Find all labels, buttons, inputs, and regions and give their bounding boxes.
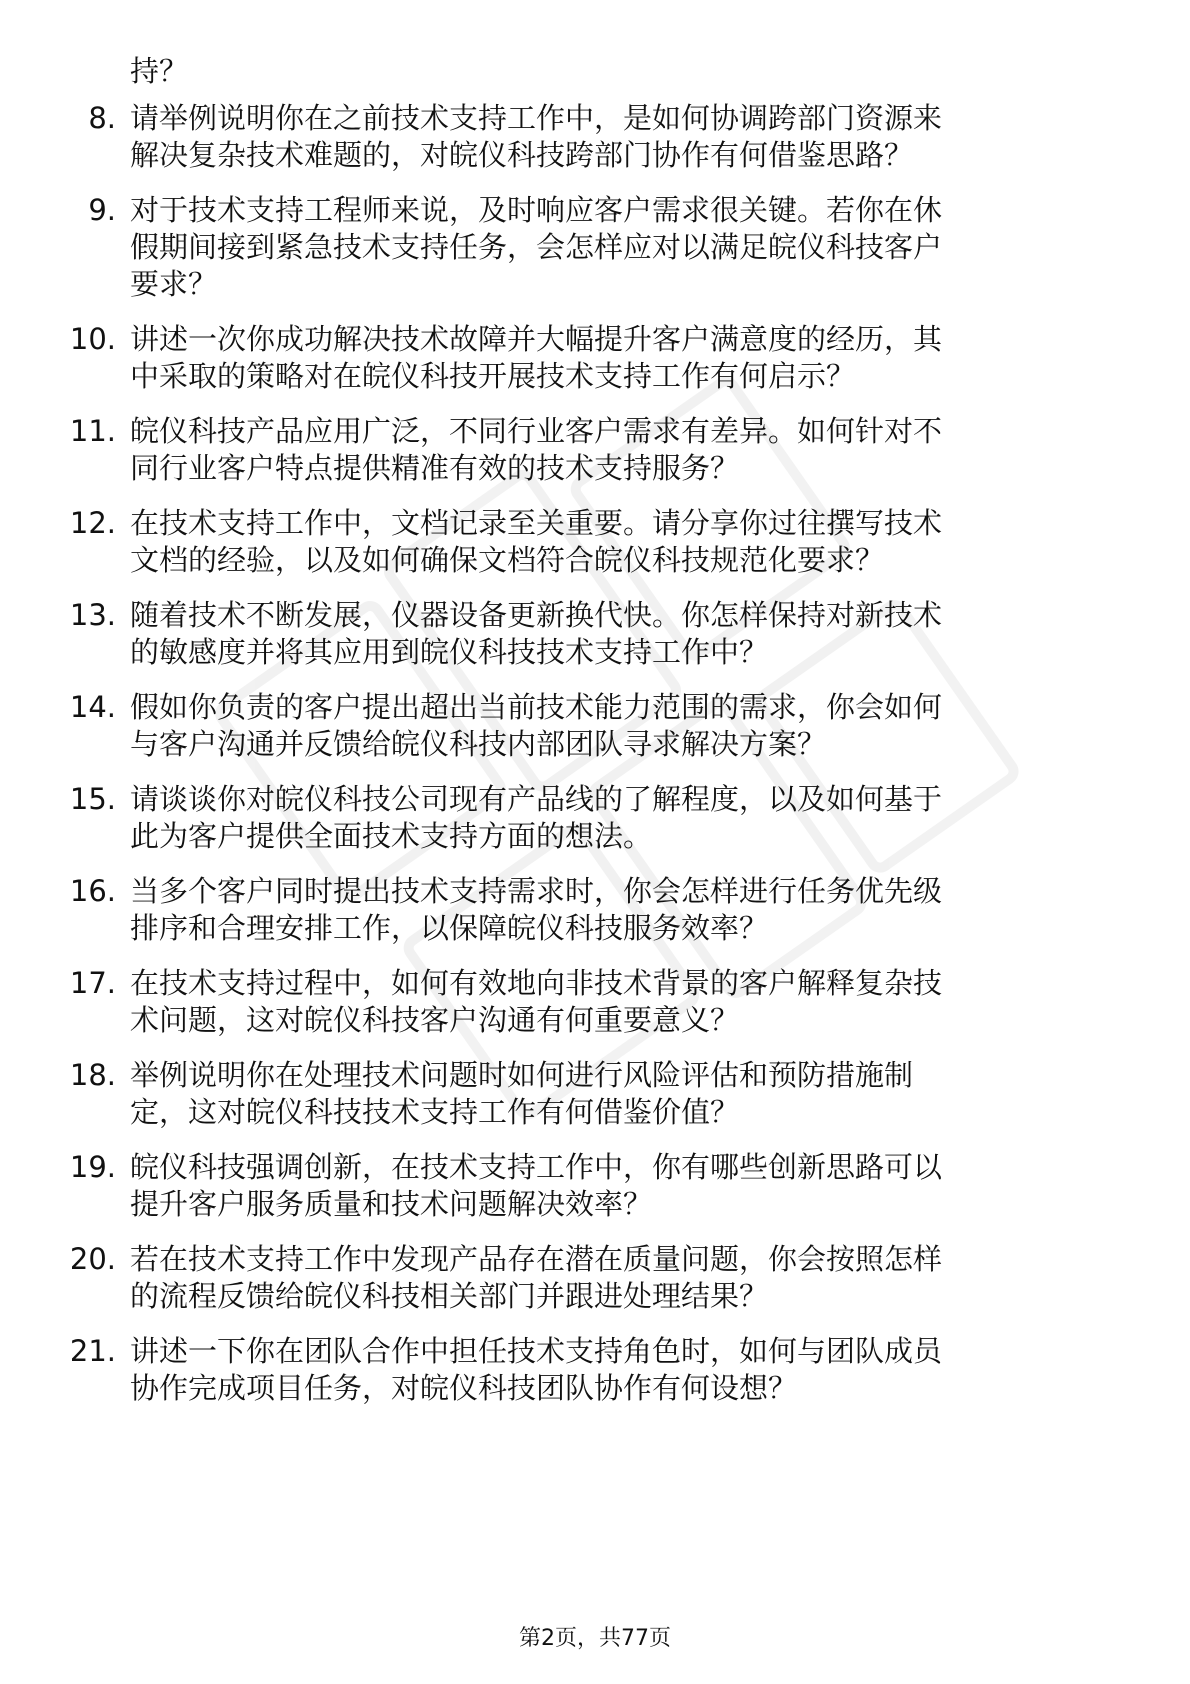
question-text: [130, 689, 1130, 763]
question-text-line: 要求？: [130, 267, 218, 301]
question-text-line: 若在技术支持工作中发现产品存在潜在质量问题，你会按照怎样: [130, 1242, 943, 1276]
question-text-line: 在技术支持工作中，文档记录至关重要。请分享你过往撰写技术: [130, 506, 943, 540]
question-text-line: 文档的经验，以及如何确保文档符合皖仪科技规范化要求？: [130, 543, 885, 577]
question-text-line: 解决复杂技术难题的，对皖仪科技跨部门协作有何借鉴思路？: [130, 138, 914, 172]
question-number: 14.: [69, 690, 116, 724]
question-number: 11.: [69, 414, 116, 448]
question-number: 12.: [69, 506, 116, 540]
question-number: 18.: [69, 1058, 116, 1092]
question-text-line: 中采取的策略对在皖仪科技开展技术支持工作有何启示？: [130, 359, 856, 393]
question-text: [130, 1149, 1130, 1223]
question-text-line: 定，这对皖仪科技技术支持工作有何借鉴价值？: [130, 1095, 740, 1129]
question-number: 21.: [69, 1334, 116, 1368]
question-text-line: 的流程反馈给皖仪科技相关部门并跟进处理结果？: [130, 1279, 769, 1313]
question-text: [130, 192, 1130, 303]
question-text-line: 讲述一次你成功解决技术故障并大幅提升客户满意度的经历，其: [130, 322, 943, 356]
question-text: [130, 100, 1130, 174]
question-number: 15.: [69, 782, 116, 816]
question-number: 9.: [88, 193, 116, 227]
question-text: [130, 873, 1130, 947]
question-text: [130, 597, 1130, 671]
page-footer: 第2页，共77页: [519, 1626, 671, 1651]
question-text-line: 假期间接到紧急技术支持任务，会怎样应对以满足皖仪科技客户: [130, 230, 943, 264]
question-text-line: 皖仪科技强调创新，在技术支持工作中，你有哪些创新思路可以: [130, 1150, 943, 1184]
question-number: 20.: [69, 1242, 116, 1276]
question-number: 8.: [88, 101, 116, 135]
question-text: [130, 781, 1130, 855]
question-text-line: 排序和合理安排工作，以保障皖仪科技服务效率？: [130, 911, 769, 945]
question-text-line: 假如你负责的客户提出超出当前技术能力范围的需求，你会如何: [130, 690, 943, 724]
question-text: [130, 1333, 1130, 1407]
question-text: [130, 965, 1130, 1039]
question-text-line: 讲述一下你在团队合作中担任技术支持角色时，如何与团队成员: [130, 1334, 943, 1368]
question-text-line: 提升客户服务质量和技术问题解决效率？: [130, 1187, 653, 1221]
question-text-line: 请谈谈你对皖仪科技公司现有产品线的了解程度，以及如何基于: [130, 782, 943, 816]
question-text-line: 的敏感度并将其应用到皖仪科技技术支持工作中？: [130, 635, 769, 669]
continuation-text: 持？: [130, 54, 189, 88]
question-text-line: 在技术支持过程中，如何有效地向非技术背景的客户解释复杂技: [130, 966, 943, 1000]
question-text-line: 随着技术不断发展，仪器设备更新换代快。你怎样保持对新技术: [130, 598, 943, 632]
question-text: [130, 505, 1130, 579]
question-text-line: 当多个客户同时提出技术支持需求时，你会怎样进行任务优先级: [130, 874, 943, 908]
question-text-line: 同行业客户特点提供精准有效的技术支持服务？: [130, 451, 740, 485]
question-text: [130, 413, 1130, 487]
question-text-line: 此为客户提供全面技术支持方面的想法。: [130, 819, 653, 853]
question-number: 10.: [69, 322, 116, 356]
question-text-line: 请举例说明你在之前技术支持工作中，是如何协调跨部门资源来: [130, 101, 943, 135]
question-text-line: 举例说明你在处理技术问题时如何进行风险评估和预防措施制: [130, 1058, 914, 1092]
question-text-line: 皖仪科技产品应用广泛，不同行业客户需求有差异。如何针对不: [130, 414, 943, 448]
question-text-line: 与客户沟通并反馈给皖仪科技内部团队寻求解决方案？: [130, 727, 827, 761]
question-number: 16.: [69, 874, 116, 908]
question-number: 17.: [69, 966, 116, 1000]
question-text: [130, 1241, 1130, 1315]
question-text: [130, 1057, 1130, 1131]
question-number: 19.: [69, 1150, 116, 1184]
question-text: [130, 321, 1130, 395]
question-text-line: 协作完成项目任务，对皖仪科技团队协作有何设想？: [130, 1371, 798, 1405]
question-text-line: 对于技术支持工程师来说，及时响应客户需求很关键。若你在休: [130, 193, 943, 227]
question-text-line: 术问题，这对皖仪科技客户沟通有何重要意义？: [130, 1003, 740, 1037]
question-number: 13.: [69, 598, 116, 632]
